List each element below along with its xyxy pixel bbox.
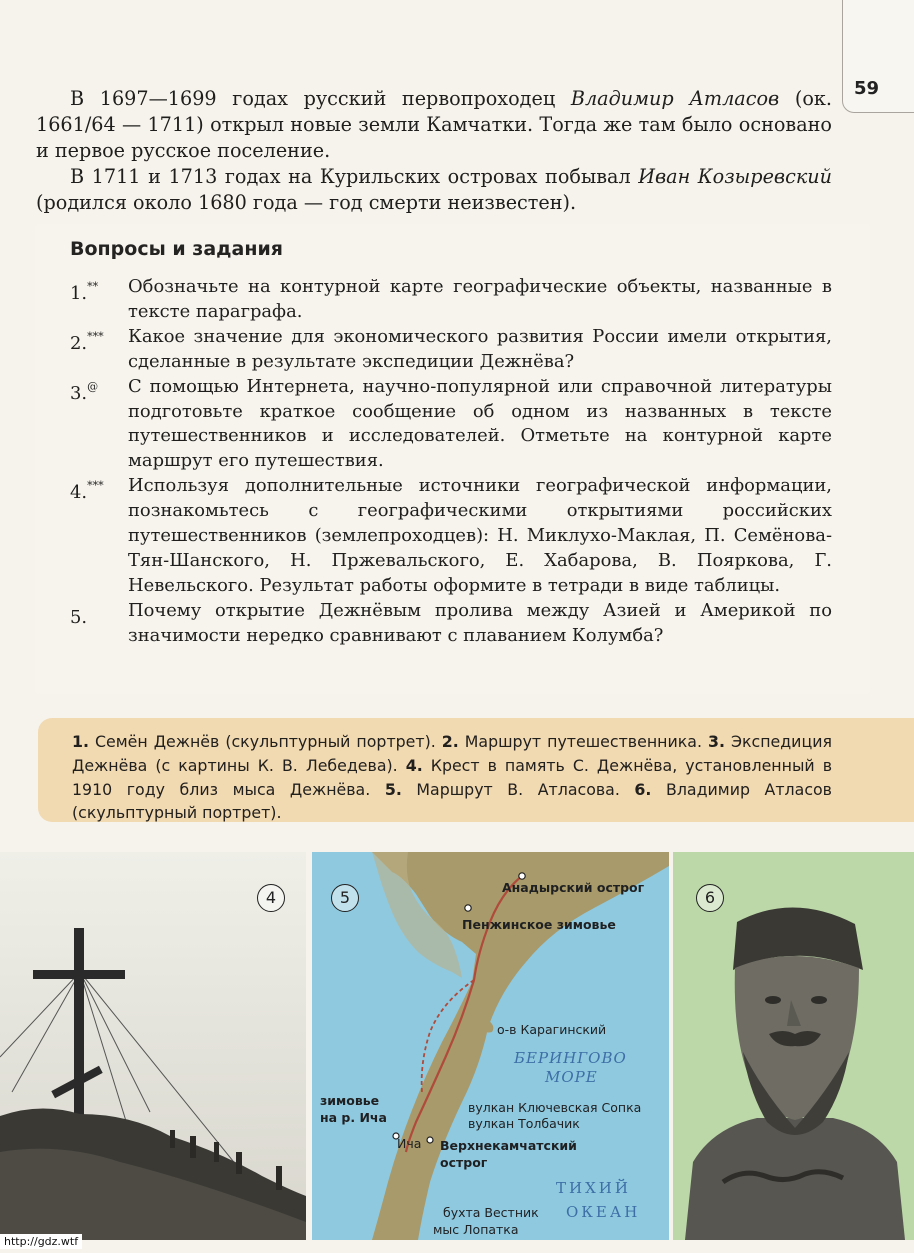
map-label-cape: мыс Лопатка bbox=[433, 1222, 519, 1237]
question-number: 2. bbox=[70, 332, 88, 354]
map-label-bering-sea: БЕРИНГОВО bbox=[514, 1049, 627, 1067]
map-label-verkhnekamchatsky: Верхнекамчатский bbox=[440, 1138, 577, 1153]
question-number: 3. bbox=[70, 382, 88, 404]
question-item bbox=[70, 599, 832, 649]
map-label-icha: Ича bbox=[397, 1136, 422, 1151]
question-number: 5. bbox=[70, 606, 88, 628]
question-text: С помощью Интернета, научно-популярной или справочной литературы подготовьте краткое сообщение об одном из названных в тексте путешественников и исследователей. Отметьте на контурной карте маршрут его путешествия. bbox=[128, 375, 832, 472]
difficulty-mark: *** bbox=[87, 329, 104, 343]
questions-title: Вопросы и задания bbox=[70, 238, 283, 260]
difficulty-mark: ** bbox=[87, 280, 99, 293]
map-label-karaginsky: о-в Карагинский bbox=[497, 1022, 607, 1037]
question-text: Какое значение для экономического развития России имели открытия, сделанные в результате экспедиции Дежнёва? bbox=[128, 325, 832, 372]
figure-4-marker: 4 bbox=[257, 884, 285, 912]
question-text: Обозначьте на контурной карте географические объекты, названные в тексте параграфа. bbox=[128, 276, 832, 322]
figure-captions: 1. Семён Дежнёв (скульптурный портрет). 2. Маршрут путешественника. 3. Экспедиция Дежнёва (с картины К. В. Лебедева). 4. Крест в память С. Дежнёва, установленный в 1910 году близ мыса Дежнёва. 5. Маршрут В. Атласова. 6. Владимир Атласов (скульптурный портрет). bbox=[72, 732, 833, 823]
question-item bbox=[70, 474, 832, 599]
map-label-volcano: вулкан Ключевская Сопка bbox=[468, 1100, 642, 1115]
map-label-verkhnekamchatsky: острог bbox=[440, 1155, 488, 1170]
internet-mark: @ bbox=[87, 379, 99, 393]
question-number: 4. bbox=[70, 482, 88, 504]
map-label-zimovye: зимовье bbox=[320, 1093, 380, 1108]
body-text bbox=[36, 86, 832, 216]
map-label-pacific: ОКЕАН bbox=[566, 1203, 641, 1221]
question-item bbox=[70, 375, 832, 475]
figure-5-marker: 5 bbox=[331, 884, 359, 912]
figure-6-marker: 6 bbox=[696, 884, 724, 912]
map-label-anadyr: Анадырский острог bbox=[502, 880, 645, 895]
difficulty-mark: *** bbox=[87, 479, 104, 493]
paragraph-kozyrevsky: В 1711 и 1713 годах на Курильских островах побывал Иван Козыревский (родился около 1680 года — год смерти неизвестен). bbox=[36, 165, 833, 214]
cross-photo bbox=[0, 852, 306, 1240]
map-label-bay: бухта Вестник bbox=[443, 1205, 539, 1220]
map-label-bering-sea: МОРЕ bbox=[545, 1068, 598, 1086]
question-number: 1. bbox=[70, 283, 88, 304]
page-number: 59 bbox=[854, 78, 880, 99]
map-label-volcano: вулкан Толбачик bbox=[468, 1116, 580, 1131]
question-text: Почему открытие Дежнёвым пролива между Азией и Америкой по значимости нередко сравнивают с плаванием Колумба? bbox=[128, 599, 832, 646]
person-name: Владимир Атласов bbox=[570, 87, 780, 110]
paragraph-atlasov: В 1697—1699 годах русский первопроходец Владимир Атласов (ок. 1661/64 — 1711) открыл новые земли Камчатки. Тогда же там было основано и первое русское поселение. bbox=[36, 87, 832, 162]
question-item bbox=[70, 275, 832, 325]
person-name: Иван Козыревский bbox=[638, 165, 833, 188]
question-item bbox=[70, 325, 832, 375]
map-label-penzhina: Пенжинское зимовье bbox=[462, 917, 616, 932]
question-text: Используя дополнительные источники географической информации, познакомьтесь с географическими открытиями российских путешественников (землепроходцев): Н. Миклухо-Маклая, П. Семёнова-Тян-Шанского, Н. Пржевальского, Е. Хабарова, В. Пояркова, Г. Невельского. Результат работы оформите в тетради в виде таблицы. bbox=[128, 475, 832, 596]
map-label-pacific: ТИХИЙ bbox=[556, 1179, 631, 1197]
questions-list bbox=[70, 275, 832, 649]
watermark-link[interactable]: http://gdz.wtf bbox=[0, 1234, 82, 1249]
map-label-zimovye: на р. Ича bbox=[320, 1110, 387, 1125]
